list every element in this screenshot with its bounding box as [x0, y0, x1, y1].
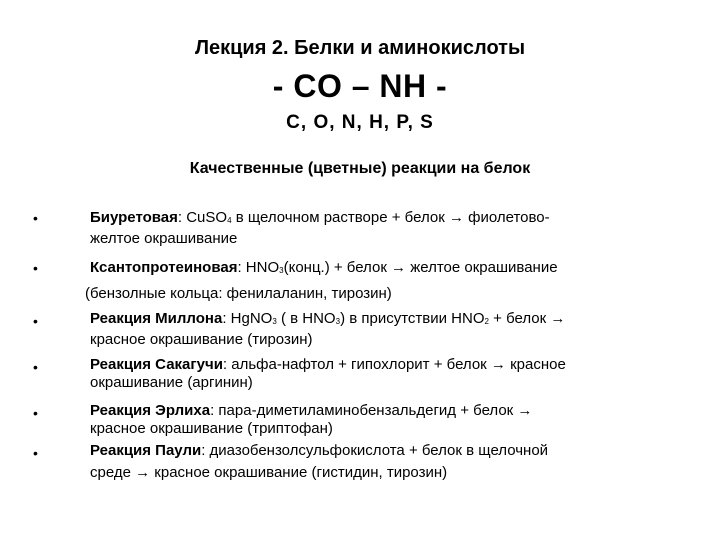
bullet-biuret: • — [33, 210, 38, 226]
reaction-name: Биуретовая — [90, 209, 178, 226]
reaction-xanthoprotein: Ксантопротеиновая: HNO3(конц.) + белок → желтое окрашивание (бензолные кольца: фенилаланин, тирозин) — [85, 259, 558, 302]
reaction-name: Реакция Эрлиха — [90, 402, 211, 419]
bullet-pauly: • — [33, 445, 38, 461]
reaction-biuret: Биуретовая: CuSO4 в щелочном растворе + белок → фиолетово- желтое окрашивание — [90, 209, 550, 247]
bullet-ehrlich: • — [33, 405, 38, 421]
reaction-name: Реакция Паули — [90, 442, 202, 459]
reaction-ehrlich: Реакция Эрлиха: пара-диметиламинобензальдегид + белок → красное окрашивание (триптофан) — [90, 402, 533, 437]
element-list: C, O, N, H, P, S — [286, 112, 434, 133]
section-subtitle: Качественные (цветные) реакции на белок — [189, 160, 531, 177]
slide-title: Лекция 2. Белки и аминокислоты — [194, 37, 526, 59]
reaction-millon: Реакция Миллона: HgNO3 ( в HNO3) в присутствии HNO2 + белок → красное окрашивание (тирозин) — [90, 310, 566, 348]
reaction-name: Реакция Сакагучи — [90, 356, 223, 373]
reaction-pauly: Реакция Паули: диазобензолсульфокислота + белок в щелочной среде → красное окрашивание (гистидин, тирозин) — [90, 442, 549, 481]
bullet-millon: • — [33, 313, 38, 329]
bullet-xanthoprotein: • — [33, 260, 38, 276]
reaction-sakaguchi: Реакция Сакагучи: альфа-нафтол + гипохлорит + белок → красное окрашивание (аргинин) — [90, 356, 566, 391]
peptide-bond-formula: - CO – NH - — [272, 68, 448, 104]
bullet-sakaguchi: • — [33, 359, 38, 375]
reaction-name: Ксантопротеиновая — [90, 259, 238, 276]
reaction-name: Реакция Миллона — [90, 310, 223, 327]
